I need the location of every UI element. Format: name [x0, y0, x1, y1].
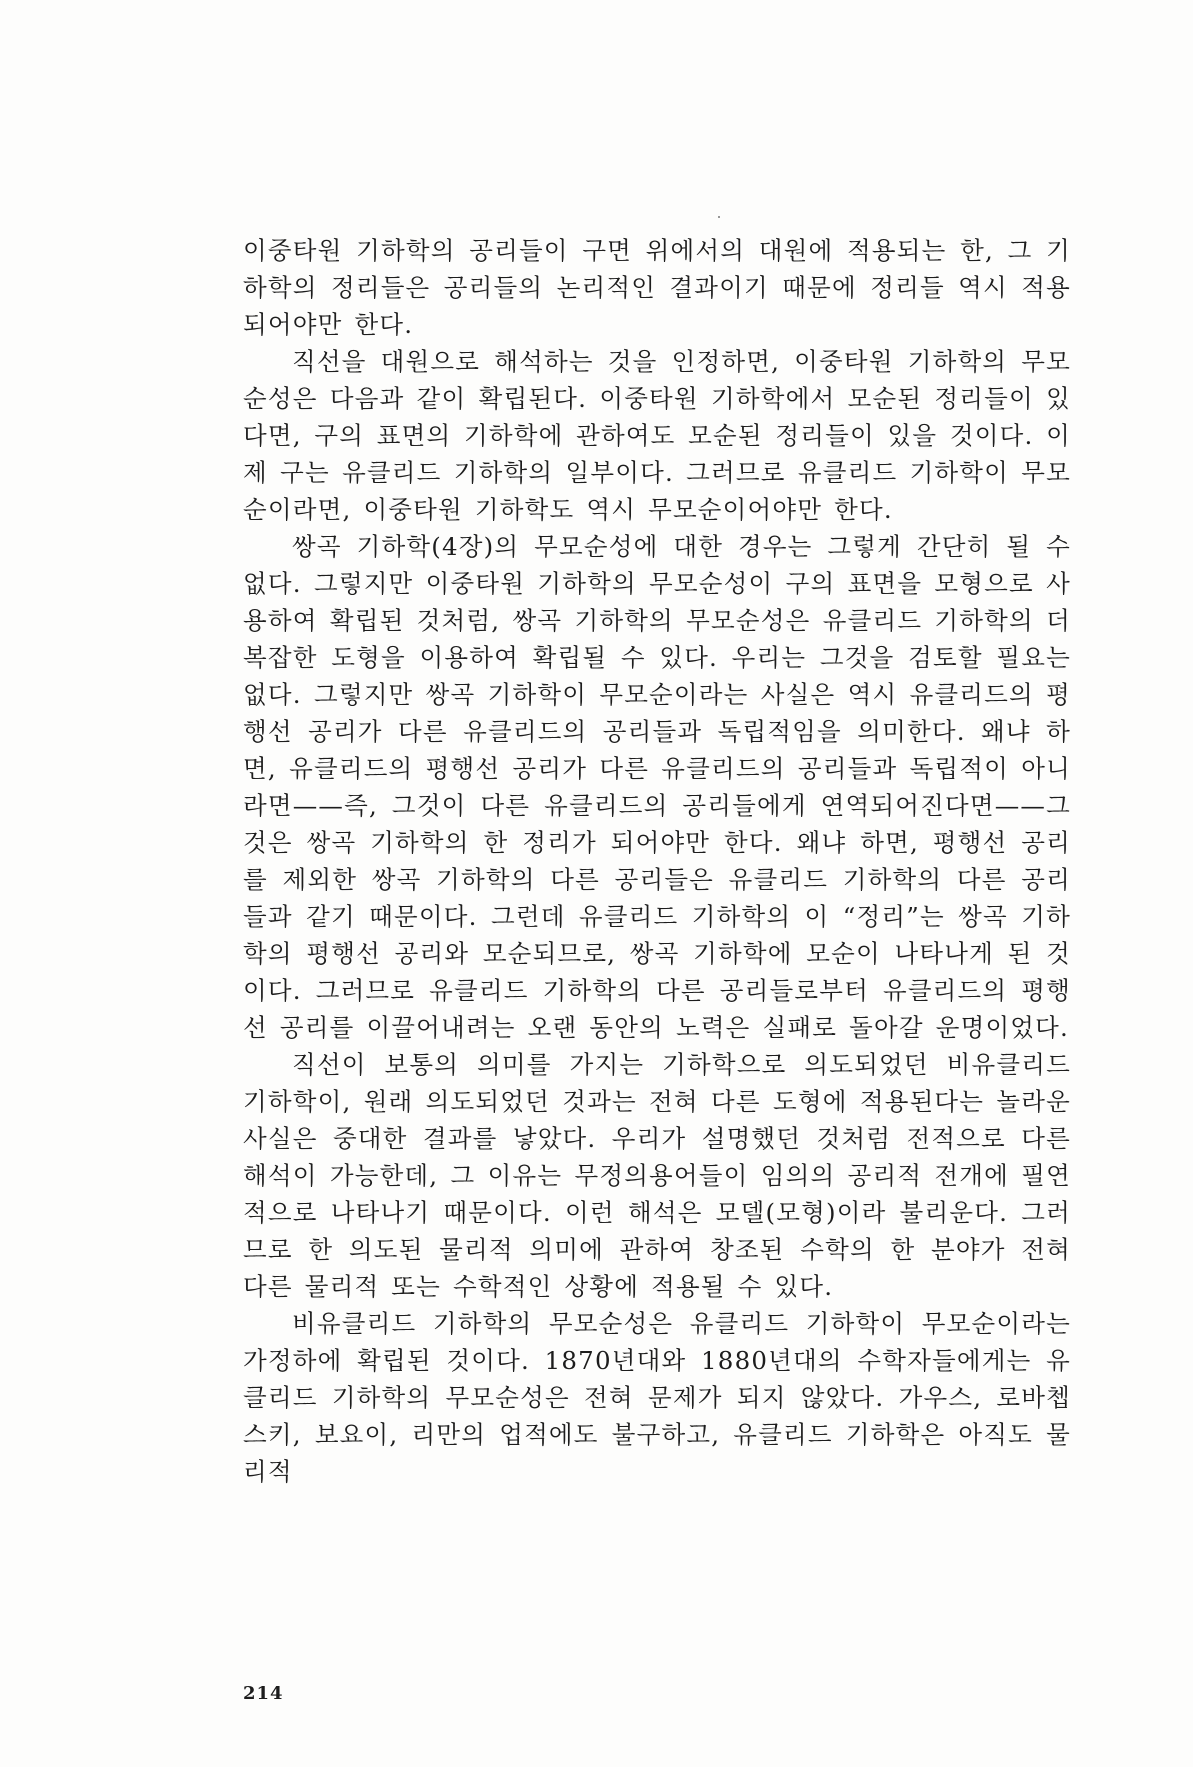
paragraph-models: 직선이 보통의 의미를 가지는 기하학으로 의도되었던 비유클리드 기하학이, 원래 의도되었던 것과는 전혀 다른 도형에 적용된다는 놀라운 사실은 중대한 결과를 낳았다. 우리가 설명했던 것처럼 전적으로 다른 해석이 가능한데, 그 이유는 무정의용어들이 임의의 공리적 전개에 필연적으로 나타나기 때문이다. 이런 해석은 모델(모형)이라 불리운다. 그러므로 한 의도된 물리적 의미에 관하여 창조된 수학의 한 분야가 전혀 다른 물리적 또는 수학적인 상황에 적용될 수 있다. [243, 1050, 1071, 1301]
page-number: 214 [243, 1683, 284, 1704]
paragraph-double-elliptic-consistency: 직선을 대원으로 해석하는 것을 인정하면, 이중타원 기하학의 무모순성은 다음과 같이 확립된다. 이중타원 기하학에서 모순된 정리들이 있다면, 구의 표면의 기하학에 관하여도 모순된 정리들이 있을 것이다. 이제 구는 유클리드 기하학의 일부이다. 그러므로 유클리드 기하학이 무모순이라면, 이중타원 기하학도 역시 무모순이어야만 한다. [243, 347, 1071, 524]
paragraph-hyperbolic-consistency: 쌍곡 기하학(4장)의 무모순성에 대한 경우는 그렇게 간단히 될 수 없다. 그렇지만 이중타원 기하학의 무모순성이 구의 표면을 모형으로 사용하여 확립된 것처럼, 쌍곡 기하학의 무모순성은 유클리드 기하학의 더 복잡한 도형을 이용하여 확립될 수 있다. 우리는 그것을 검토할 필요는 없다. 그렇지만 쌍곡 기하학이 무모순이라는 사실은 역시 유클리드의 평행선 공리가 다른 유클리드의 공리들과 독립적임을 의미한다. 왜냐 하면, 유클리드의 평행선 공리가 다른 유클리드의 공리들과 독립적이 아니라면——즉, 그것이 다른 유클리드의 공리들에게 연역되어진다면——그것은 쌍곡 기하학의 한 정리가 되어야만 한다. 왜냐 하면, 평행선 공리를 제외한 쌍곡 기하학의 다른 공리들은 유클리드 기하학의 다른 공리들과 같기 때문이다. 그런데 유클리드 기하학의 이 “정리”는 쌍곡 기하학의 평행선 공리와 모순되므로, 쌍곡 기하학에 모순이 나타나게 된 것이다. 그러므로 유클리드 기하학의 다른 공리들로부터 유클리드의 평행선 공리를 이끌어내려는 오랜 동안의 노력은 실패로 돌아갈 운명이었다. [243, 532, 1071, 1042]
body-text [243, 232, 1071, 1490]
paragraph-euclidean-consistency: 비유클리드 기하학의 무모순성은 유클리드 기하학이 무모순이라는 가정하에 확립된 것이다. 1870년대와 1880년대의 수학자들에게는 유클리드 기하학의 무모순성은 전혀 문제가 되지 않았다. 가우스, 로바쳅스키, 보요이, 리만의 업적에도 불구하고, 유클리드 기하학은 아직도 물리적 [243, 1309, 1071, 1486]
paragraph-continuation: 이중타원 기하학의 공리들이 구면 위에서의 대원에 적용되는 한, 그 기하학의 정리들은 공리들의 논리적인 결과이기 때문에 정리들 역시 적용되어야만 한다. [243, 236, 1071, 339]
scan-speck [718, 216, 720, 218]
